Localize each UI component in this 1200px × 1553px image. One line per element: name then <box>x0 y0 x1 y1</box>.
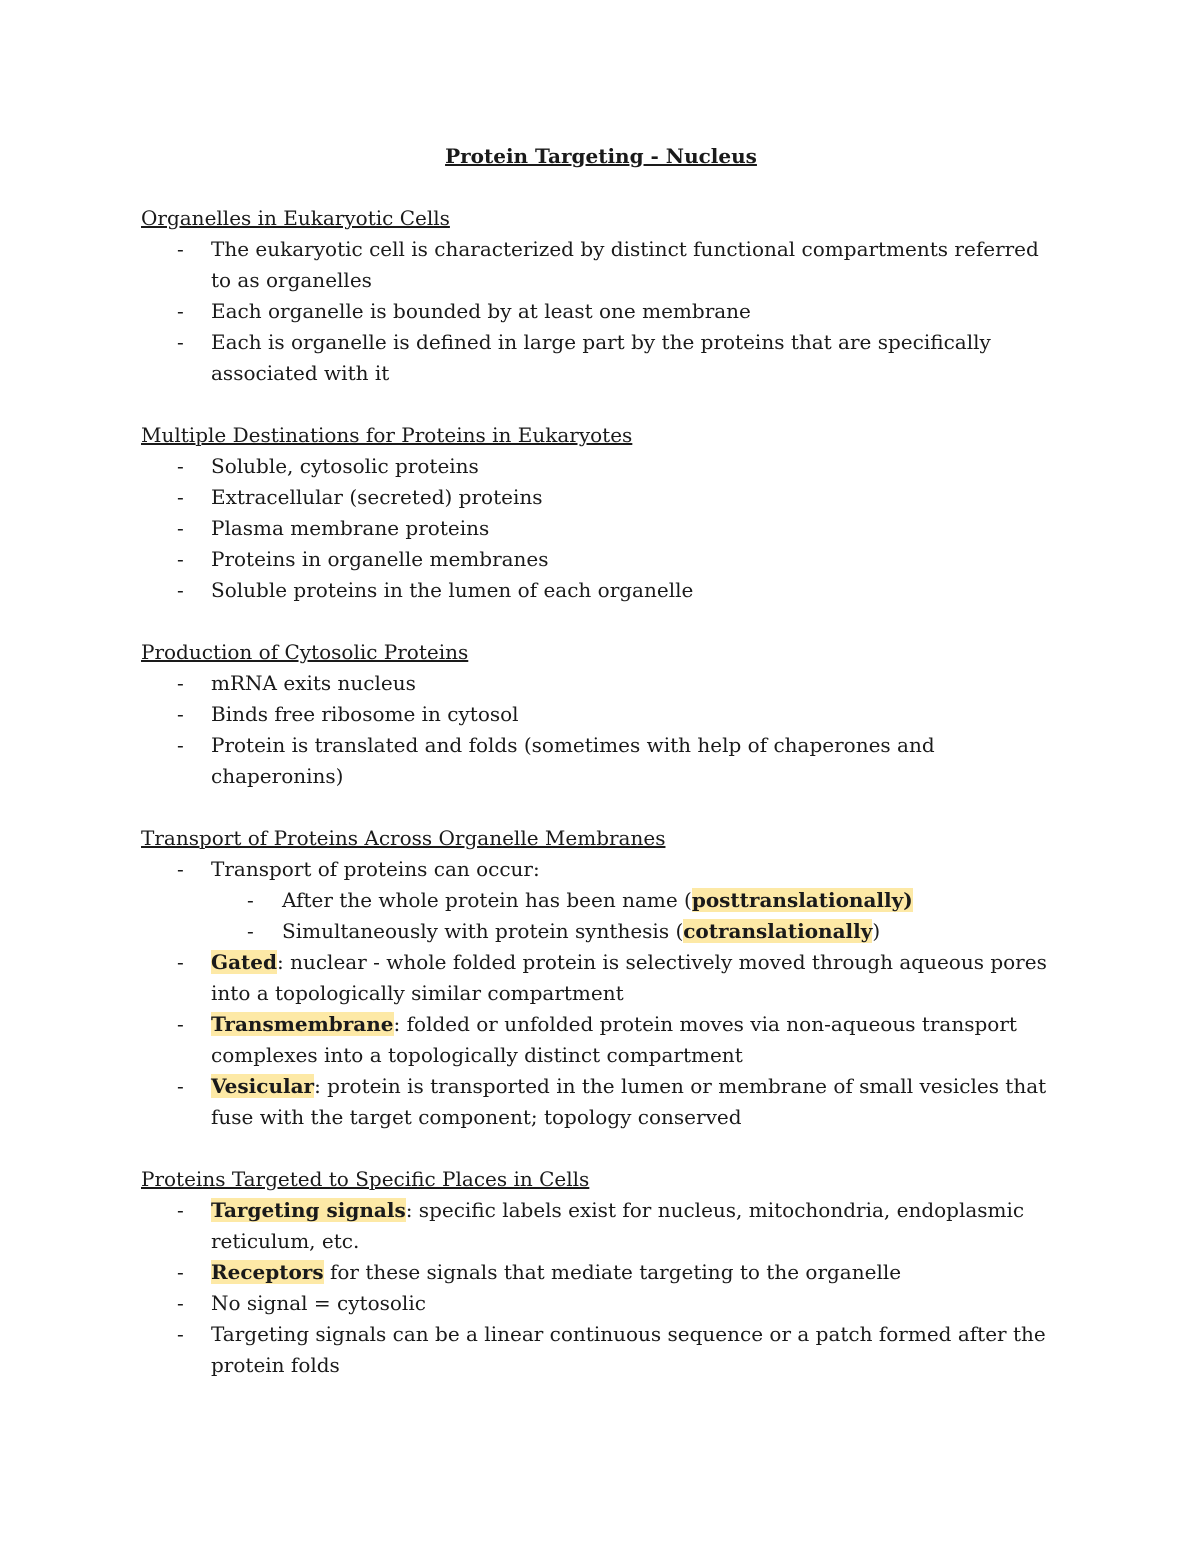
highlighted-term: posttranslationally) <box>691 888 913 912</box>
list-item: - The eukaryotic cell is characterized by distinct functional compartments referred to as organelles <box>141 234 1061 296</box>
section-organelles <box>141 203 1061 389</box>
section-destinations <box>141 420 1061 606</box>
sub-list-item <box>211 916 1061 947</box>
list-item: - Binds free ribosome in cytosol <box>141 699 1061 730</box>
list-item-text: ) <box>872 919 881 943</box>
list-item-text: : folded or unfolded protein moves via non-aqueous transport complexes into a topologically distinct compartment <box>211 1012 1017 1067</box>
list-item-text: Simultaneously with protein synthesis ( <box>282 919 684 943</box>
list-item: - Soluble, cytosolic proteins <box>141 451 1061 482</box>
document-page <box>141 141 1061 1412</box>
list-item <box>141 1288 1061 1319</box>
list-item-text: : nuclear - whole folded protein is selectively moved through aqueous pores into a topologically similar compartment <box>211 950 1047 1005</box>
section-heading: Production of Cytosolic Proteins <box>141 640 469 664</box>
list-item <box>141 1009 1061 1071</box>
list-item <box>141 854 1061 947</box>
bullet-list <box>141 1195 1061 1381</box>
section-transport <box>141 823 1061 1133</box>
list-item <box>141 1257 1061 1288</box>
list-item: - Extracellular (secreted) proteins <box>141 482 1061 513</box>
section-heading: Proteins Targeted to Specific Places in Cells <box>141 1167 590 1191</box>
highlighted-term: Transmembrane <box>211 1012 394 1036</box>
highlighted-term: Vesicular <box>211 1074 315 1098</box>
highlighted-term: Receptors <box>211 1260 324 1284</box>
list-item: - Soluble proteins in the lumen of each organelle <box>141 575 1061 606</box>
section-heading: Transport of Proteins Across Organelle Membranes <box>141 826 666 850</box>
list-item-text: No signal = cytosolic <box>211 1291 426 1315</box>
highlighted-term: Targeting signals <box>211 1198 406 1222</box>
list-item: - Each is organelle is defined in large part by the proteins that are specifically associated with it <box>141 327 1061 389</box>
list-item-text: After the whole protein has been name ( <box>282 888 692 912</box>
bullet-list <box>141 234 1061 389</box>
list-item-text: for these signals that mediate targeting to the organelle <box>323 1260 902 1284</box>
list-item <box>141 947 1061 1009</box>
list-item: - Plasma membrane proteins <box>141 513 1061 544</box>
list-item: - Each organelle is bounded by at least one membrane <box>141 296 1061 327</box>
sub-list-item <box>211 885 1061 916</box>
list-item: - Protein is translated and folds (sometimes with help of chaperones and chaperonins) <box>141 730 1061 792</box>
list-item-text: : protein is transported in the lumen or membrane of small vesicles that fuse with the target component; topology conserved <box>211 1074 1047 1129</box>
list-item-text: : specific labels exist for nucleus, mitochondria, endoplasmic reticulum, etc. <box>211 1198 1025 1253</box>
sub-bullet-list <box>211 885 1061 947</box>
section-heading: Organelles in Eukaryotic Cells <box>141 206 450 230</box>
list-item: - Proteins in organelle membranes <box>141 544 1061 575</box>
bullet-list <box>141 451 1061 606</box>
highlighted-term: cotranslationally <box>683 919 873 943</box>
list-item <box>141 1319 1061 1381</box>
list-item-text: Transport of proteins can occur: <box>211 857 540 881</box>
bullet-list <box>141 668 1061 792</box>
list-item <box>141 1071 1061 1133</box>
section-cytosolic-production <box>141 637 1061 792</box>
list-item <box>141 1195 1061 1257</box>
list-item-text: Targeting signals can be a linear continuous sequence or a patch formed after the protein folds <box>211 1322 1046 1377</box>
list-item: - mRNA exits nucleus <box>141 668 1061 699</box>
bullet-list <box>141 854 1061 1133</box>
page-title: Protein Targeting - Nucleus <box>445 144 757 168</box>
highlighted-term: Gated <box>211 950 277 974</box>
section-targeting <box>141 1164 1061 1381</box>
section-heading: Multiple Destinations for Proteins in Eukaryotes <box>141 423 633 447</box>
